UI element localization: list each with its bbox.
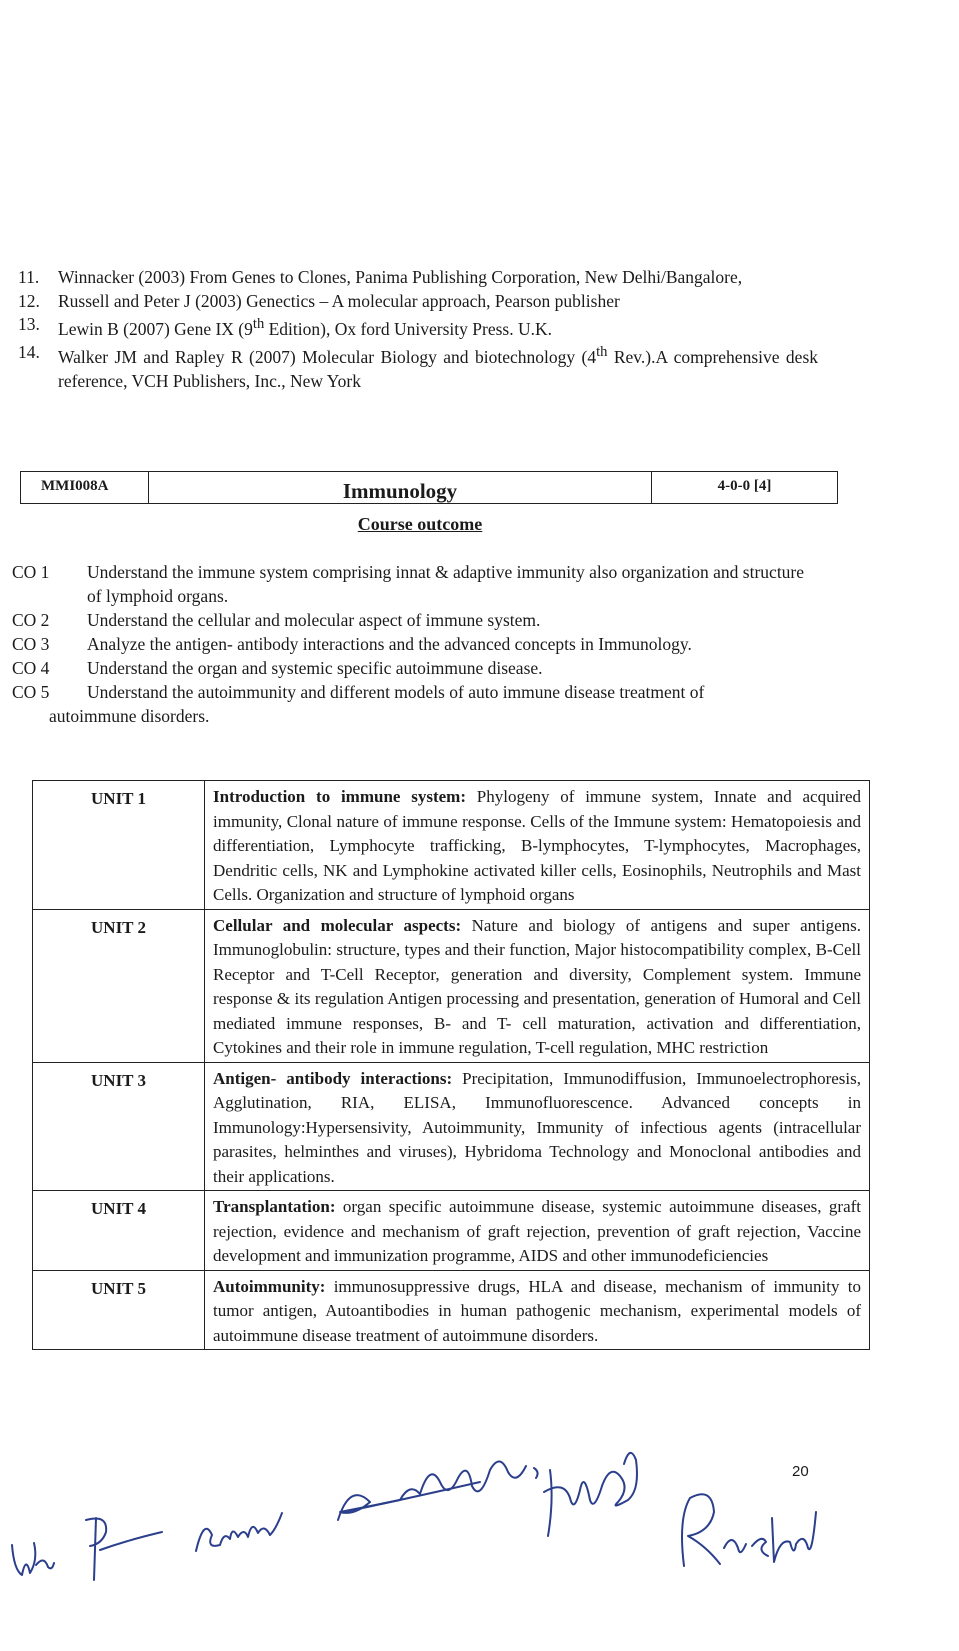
outcome-label: CO 3 (12, 634, 50, 654)
unit-heading: Cellular and molecular aspects: (213, 915, 462, 935)
page-number: 20 (792, 1463, 809, 1480)
reference-text-part: Rev.).A comprehensive desk reference, VCH Publishers, Inc., New York (58, 347, 819, 391)
reference-text: Winnacker (2003) From Genes to Clones, Panima Publishing Corporation, New Delhi/Bangalore, (58, 267, 743, 287)
outcome-heading: Course outcome (357, 514, 483, 534)
reference-item (18, 341, 818, 393)
superscript: th (596, 344, 608, 361)
outcome-item (12, 632, 822, 656)
reference-number: 13. (18, 314, 40, 334)
table-row (33, 1062, 870, 1191)
table-row (33, 781, 870, 910)
signature-2 (78, 1510, 168, 1585)
table-row (33, 1191, 870, 1271)
unit-label: UNIT 3 (33, 1062, 205, 1191)
unit-text: Nature and biology of antigens and super antigens. Immunoglobulin: structure, types and their function, Major histocompatibility complex, B-Cell Receptor and T-Cell Receptor, generation and diversity, Complement system. Immune response & its regulation Antigen processing and presentation, generation of Humoral and Cell mediated immune responses, B- and T- cell maturation, activation and differentiation, Cytokines and their role in immune regulation, T-cell regulation, MHC restriction (213, 915, 861, 1057)
reference-item (18, 290, 818, 314)
course-outcomes (12, 560, 822, 728)
unit-heading: Transplantation: (213, 1197, 336, 1216)
unit-heading: Autoimmunity: (213, 1276, 326, 1296)
reference-text-part: Lewin B (2007) Gene IX (9 (58, 318, 253, 339)
reference-text (58, 313, 818, 341)
reference-list (18, 266, 818, 393)
outcome-label: CO 5 (12, 682, 50, 702)
course-title: Immunology (342, 479, 458, 503)
course-code: MMI008A (21, 472, 149, 503)
unit-text: Phylogeny of immune system, Innate and acquired immunity, Clonal nature of immune response. Cells of the Immune system: Hematopoiesis and differentiation, Lymphocyte trafficking, B-lymphocytes, T-lymphocytes, Macrophages, Dendritic cells, NK and Lymphokine activated killer cells, Eosinophils, Neutrophils and Mast Cells. Organization and structure of lymphoid organs (213, 787, 861, 904)
unit-content (205, 909, 870, 1062)
units-table (32, 780, 870, 1350)
unit-content (205, 1062, 870, 1191)
unit-content (205, 781, 870, 910)
outcome-label: CO 1 (12, 562, 50, 582)
outcome-item (12, 680, 822, 704)
reference-text-part: Walker JM and Rapley R (2007) Molecular Biology and biotechnology (4 (58, 347, 597, 368)
unit-label: UNIT 4 (33, 1191, 205, 1271)
outcome-text: Understand the cellular and molecular aspect of immune system. (87, 610, 541, 630)
reference-item (18, 266, 818, 290)
unit-content (205, 1270, 870, 1350)
course-header-box (20, 471, 838, 504)
outcome-item (12, 656, 822, 680)
outcome-text: Understand the immune system comprising innat & adaptive immunity also organization and structure of lymphoid organs. (87, 562, 805, 606)
reference-text (58, 341, 818, 393)
signature-5 (540, 1440, 650, 1540)
signature-4 (330, 1442, 560, 1532)
signature-1 (8, 1525, 58, 1580)
unit-text: immunosuppressive drugs, HLA and disease, mechanism of immunity to tumor antigen, Autoantibodies in human pathogenic mechanism, experimental models of autoimmune disease treatment of autoimmune disorders. (213, 1276, 861, 1345)
outcome-text: Understand the autoimmunity and different models of auto immune disease treatment of (87, 682, 705, 702)
unit-label: UNIT 2 (33, 909, 205, 1062)
reference-text: Russell and Peter J (2003) Genectics – A molecular approach, Pearson publisher (58, 290, 620, 311)
reference-number: 12. (18, 290, 40, 311)
course-credits: 4-0-0 [4] (651, 472, 837, 503)
superscript: th (252, 316, 265, 332)
outcome-item (12, 608, 822, 632)
reference-item (18, 313, 818, 341)
signature-3 (190, 1505, 295, 1560)
unit-text: Precipitation, Immunodiffusion, Immunoelectrophoresis, Agglutination, RIA, ELISA, Immunofluorescence. Advanced concepts in Immunology:Hypersensivity, Autoimmunity, Immunity of infectious agents (intracellular parasites, helminthes and viruses), Hybridoma Technology and Monoclonal antibodies and their applications. (213, 1068, 861, 1186)
outcome-label: CO 2 (12, 610, 50, 630)
outcome-text-continuation: autoimmune disorders. (49, 706, 210, 726)
unit-heading: Introduction to immune system: (213, 787, 466, 806)
table-row (33, 1270, 870, 1350)
unit-label: UNIT 1 (33, 781, 205, 910)
table-row (33, 909, 870, 1062)
reference-number: 14. (18, 342, 40, 363)
unit-text: organ specific autoimmune disease, systemic autoimmune diseases, graft rejection, evidence and mechanism of graft rejection, prevention of graft rejection, Vaccine development and immunization programme, AIDS and other immunodeficiencies (213, 1197, 861, 1265)
unit-heading: Antigen- antibody interactions: (213, 1068, 453, 1088)
reference-number: 11. (18, 267, 40, 287)
unit-label: UNIT 5 (33, 1270, 205, 1350)
reference-text-part: Edition), Ox ford University Press. U.K. (264, 318, 552, 339)
outcome-text: Understand the organ and systemic specific autoimmune disease. (87, 658, 543, 678)
outcome-text: Analyze the antigen- antibody interactions and the advanced concepts in Immunology. (87, 634, 692, 654)
outcome-label: CO 4 (12, 658, 50, 678)
outcome-item (12, 560, 822, 608)
signature-rashmi (670, 1478, 820, 1573)
unit-content (205, 1191, 870, 1271)
